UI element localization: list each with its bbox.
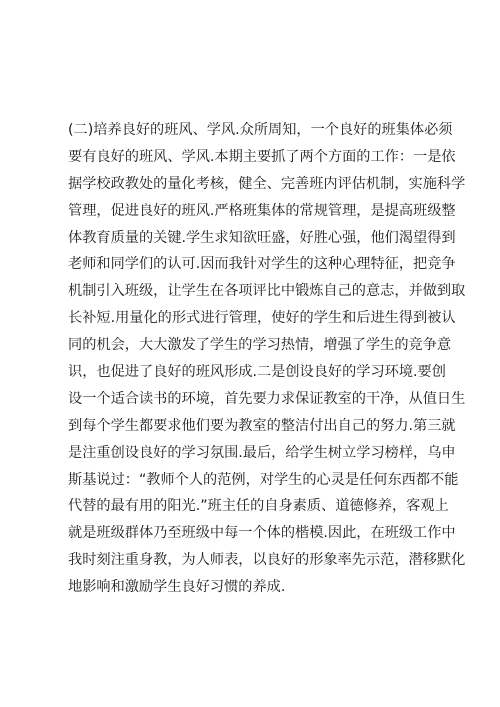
text-line: 同的机会，大大激发了学生的学习热情，增强了学生的竞争意 bbox=[68, 337, 452, 354]
text-line: 识，也促进了良好的班风形成.二是创设良好的学习环境.要创 bbox=[68, 364, 446, 381]
text-line: 老师和同学们的认可.因而我针对学生的这种心理特征，把竞争 bbox=[68, 256, 456, 273]
text-line: 到每个学生都要求他们要为教室的整洁付出自己的努力.第三就 bbox=[68, 417, 456, 434]
text-line: 机制引入班级，让学生在各项评比中锻炼自己的意志，并做到取 bbox=[68, 283, 466, 300]
text-line: 据学校政教处的量化考核，健全、完善班内评估机制，实施科学 bbox=[68, 175, 466, 192]
text-line: 设一个适合读书的环境，首先要力求保证教室的干净，从值日生 bbox=[68, 390, 466, 407]
text-line: 就是班级群体乃至班级中每一个体的楷模.因此，在班级工作中 bbox=[68, 525, 456, 542]
text-line: 管理，促进良好的班风.严格班集体的常规管理，是提高班级整 bbox=[68, 202, 456, 219]
text-line: (二)培养良好的班风、学风.众所周知，一个良好的班集体必须 bbox=[68, 122, 453, 138]
text-line: 是注重创设良好的学习氛围.最后，给学生树立学习榜样，乌申 bbox=[68, 444, 456, 461]
body-paragraph bbox=[68, 117, 466, 601]
text-line: 体教育质量的关键.学生求知欲旺盛，好胜心强，他们渴望得到 bbox=[68, 229, 456, 246]
text-line: 地影响和激励学生良好习惯的养成. bbox=[68, 579, 286, 596]
text-line: 长补短.用量化的形式进行管理，使好的学生和后进生得到被认 bbox=[68, 310, 456, 327]
text-line: 斯基说过：“教师个人的范例，对学生的心灵是任何东西都不能 bbox=[68, 471, 459, 488]
text-line: 要有良好的班风、学风.本期主要抓了两个方面的工作：一是依 bbox=[68, 148, 456, 165]
text-line: 我时刻注重身教，为人师表，以良好的形象率先示范，潜移默化 bbox=[68, 552, 466, 569]
text-line: 代替的最有用的阳光.”班主任的自身素质、道德修养，客观上 bbox=[68, 498, 449, 515]
